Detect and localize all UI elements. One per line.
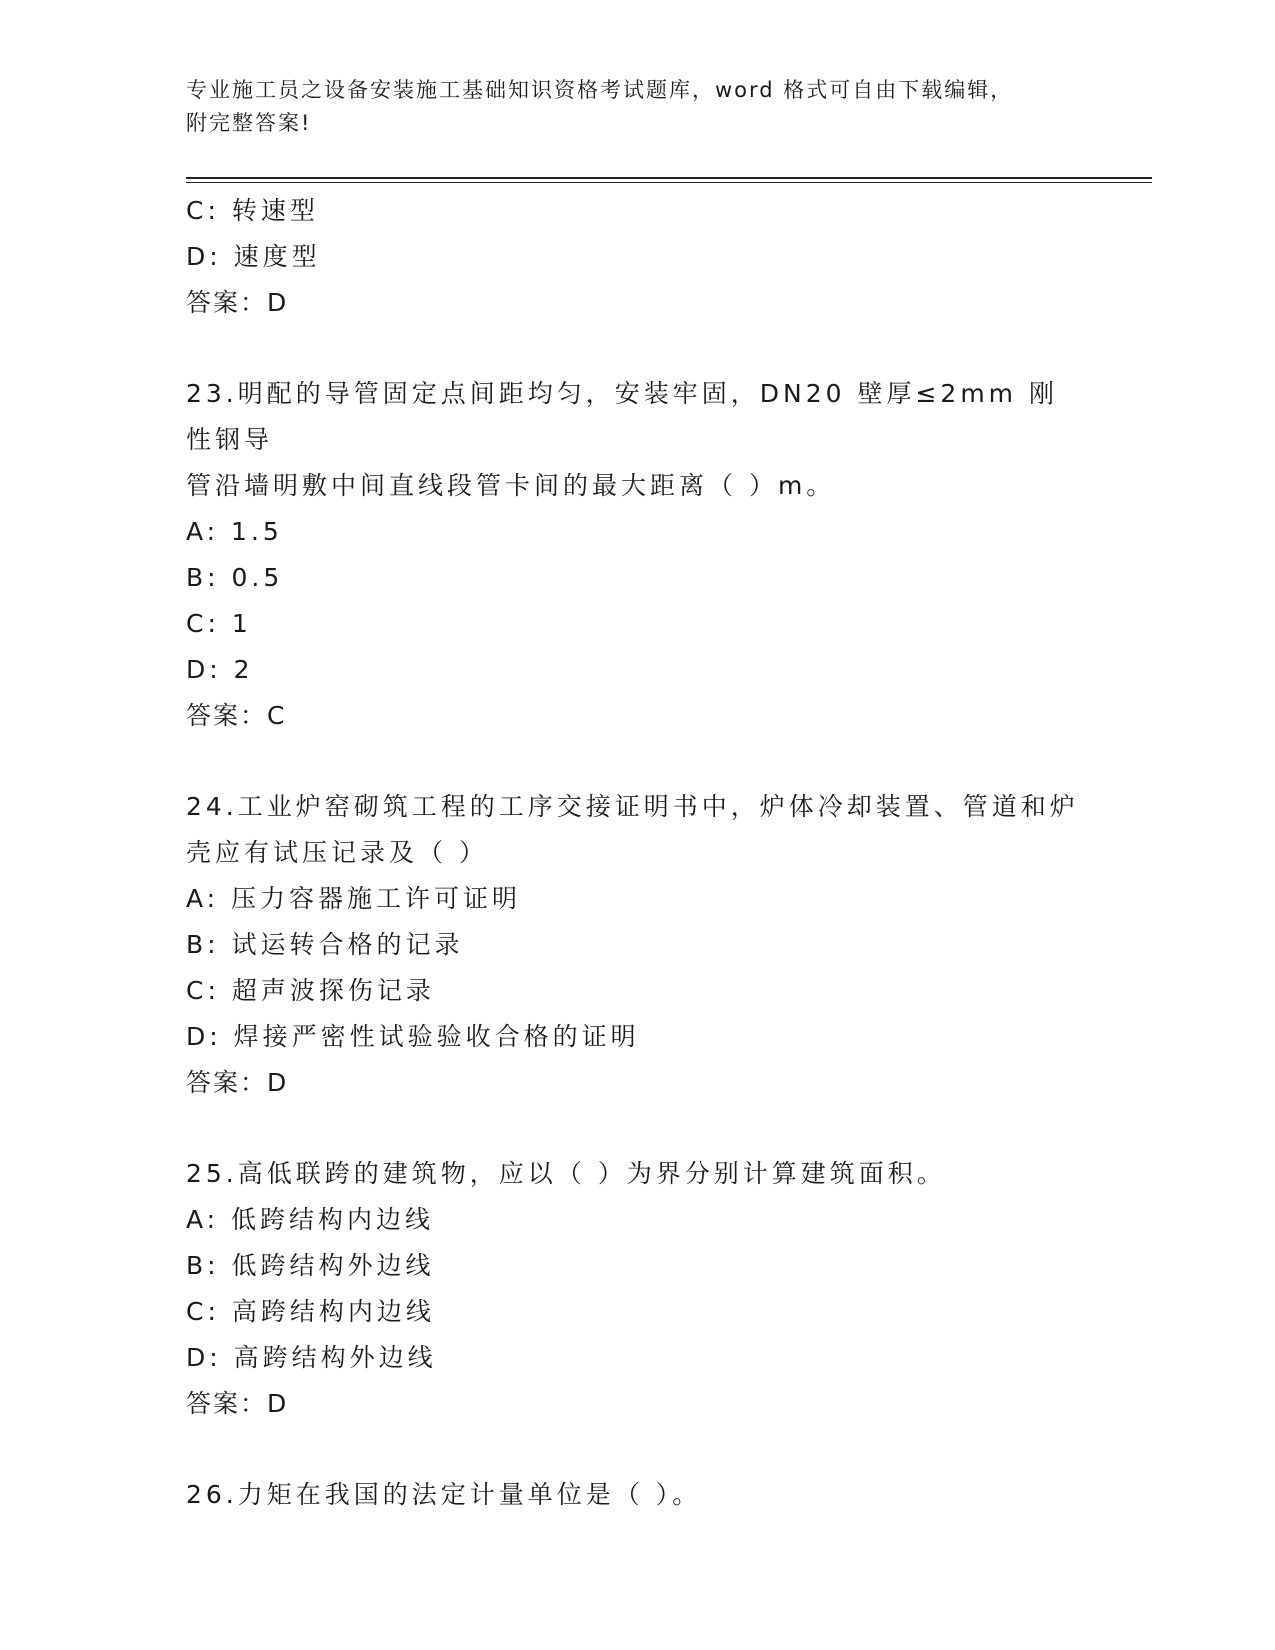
question-list xyxy=(186,188,1086,1518)
option-c: C: 转速型 xyxy=(186,196,319,225)
option-d: D: 高跨结构外边线 xyxy=(186,1343,437,1372)
question-block-24 xyxy=(186,784,1086,1106)
document-header xyxy=(186,74,1086,140)
question-block-prev xyxy=(186,188,1086,326)
option-c: C: 超声波探伤记录 xyxy=(186,976,435,1005)
question-block-26 xyxy=(186,1472,1086,1518)
question-text-line-2: 壳应有试压记录及（ ） xyxy=(186,838,488,867)
question-text-line-1: 23.明配的导管固定点间距均匀，安装牢固，DN20 壁厚≤2mm 刚性钢导 xyxy=(186,379,1058,454)
question-text-line-1: 26.力矩在我国的法定计量单位是（ ）。 xyxy=(186,1480,702,1509)
option-d: D: 2 xyxy=(186,655,254,684)
option-d: D: 焊接严密性试验验收合格的证明 xyxy=(186,1022,640,1051)
option-a: A: 压力容器施工许可证明 xyxy=(186,884,522,913)
answer-line: 答案：D xyxy=(186,288,289,317)
header-divider-thin xyxy=(186,182,1152,183)
answer-line: 答案：C xyxy=(186,701,287,730)
answer-line: 答案：D xyxy=(186,1389,289,1418)
question-text-line-2: 管沿墙明敷中间直线段管卡间的最大距离（ ）m。 xyxy=(186,471,836,500)
option-c: C: 1 xyxy=(186,609,252,638)
option-d: D: 速度型 xyxy=(186,242,321,271)
answer-line: 答案：D xyxy=(186,1068,289,1097)
option-c: C: 高跨结构内边线 xyxy=(186,1297,435,1326)
header-line-2: 附完整答案! xyxy=(186,111,312,135)
option-b: B: 试运转合格的记录 xyxy=(186,930,464,959)
question-text-line-1: 24.工业炉窑砌筑工程的工序交接证明书中，炉体冷却装置、管道和炉 xyxy=(186,792,1079,821)
header-divider xyxy=(186,177,1152,179)
option-b: B: 0.5 xyxy=(186,563,284,592)
option-b: B: 低跨结构外边线 xyxy=(186,1251,435,1280)
question-text-line-1: 25.高低联跨的建筑物，应以（ ）为界分别计算建筑面积。 xyxy=(186,1159,946,1188)
header-line-1: 专业施工员之设备安装施工基础知识资格考试题库，word 格式可自由下载编辑， xyxy=(186,78,1014,102)
option-a: A: 1.5 xyxy=(186,517,283,546)
question-block-25 xyxy=(186,1151,1086,1427)
question-block-23 xyxy=(186,371,1086,739)
option-a: A: 低跨结构内边线 xyxy=(186,1205,435,1234)
